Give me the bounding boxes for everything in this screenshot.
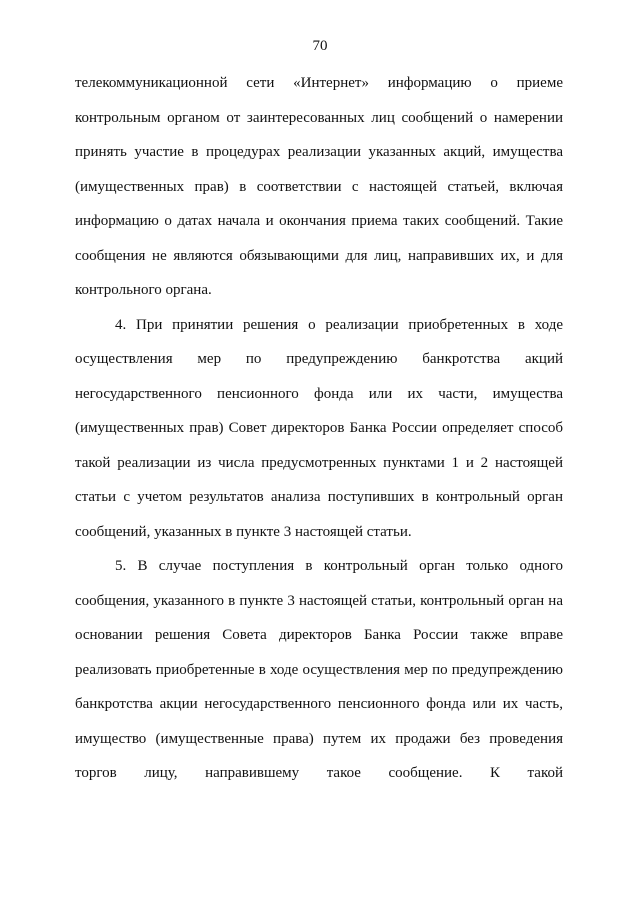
paragraph-item-5: 5. В случае поступления в контрольный орган только одного сообщения, указанного в пункте 3 настоящей статьи, контрольный орган на основании решения Совета директоров Банка России также вправе реализовать приобретенные в ходе осуществления мер по предупреждению банкротства акции негосударственного пенсионного фонда или их часть, имущество (имущественные права) путем их продажи без проведения торгов лицу, направившему такое сообщение. К такой (75, 558, 563, 781)
paragraph-continued: телекоммуникационной сети «Интернет» информацию о приеме контрольным органом от заинтересованных лиц сообщений о намерении принять участие в процедурах реализации указанных акций, имущества (имущественных прав) в соответствии с настоящей статьей, включая информацию о датах начала и окончания приема таких сообщений. Такие сообщения не являются обязывающими для лиц, направивших их, и для контрольного органа. (75, 75, 563, 298)
page-number: 70 (312, 38, 328, 54)
document-body (75, 66, 563, 791)
paragraph-item-4: 4. При принятии решения о реализации приобретенных в ходе осуществления мер по предупреждению банкротства акций негосударственного пенсионного фонда или их части, имущества (имущественных прав) Совет директоров Банка России определяет способ такой реализации из числа предусмотренных пунктами 1 и 2 настоящей статьи с учетом результатов анализа поступивших в контрольный орган сообщений, указанных в пункте 3 настоящей статьи. (75, 316, 563, 540)
